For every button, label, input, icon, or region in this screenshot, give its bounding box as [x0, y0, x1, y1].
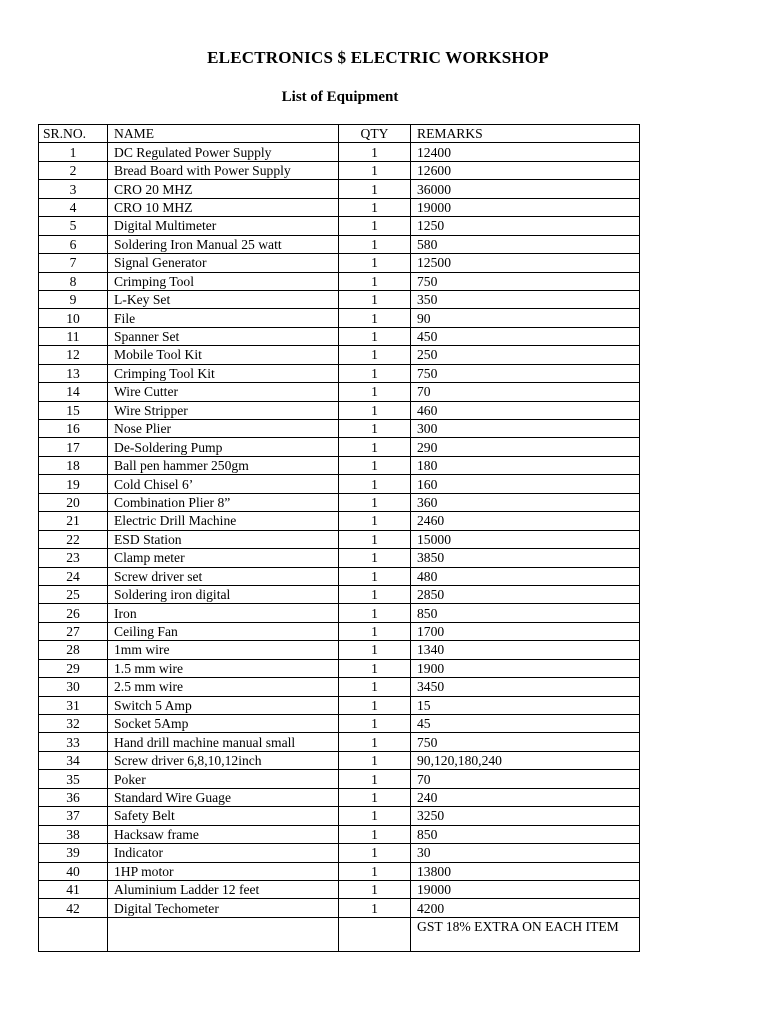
cell-name: Cold Chisel 6’: [108, 475, 339, 493]
cell-qty: 1: [339, 161, 411, 179]
cell-sr-no: 10: [39, 309, 108, 327]
equipment-table: [38, 124, 640, 952]
table-row: [39, 678, 640, 696]
cell-sr-no: 5: [39, 217, 108, 235]
cell-name: Wire Stripper: [108, 401, 339, 419]
cell-remarks: 12400: [411, 143, 640, 161]
table-row: [39, 198, 640, 216]
cell-qty: 1: [339, 493, 411, 511]
cell-name: Crimping Tool Kit: [108, 364, 339, 382]
cell-name: DC Regulated Power Supply: [108, 143, 339, 161]
cell-name: CRO 10 MHZ: [108, 198, 339, 216]
cell-remarks: 300: [411, 420, 640, 438]
table-row: [39, 456, 640, 474]
cell-qty: 1: [339, 327, 411, 345]
table-row: [39, 862, 640, 880]
table-row: [39, 844, 640, 862]
cell-qty: 1: [339, 346, 411, 364]
table-row: [39, 512, 640, 530]
cell-name: De-Soldering Pump: [108, 438, 339, 456]
table-row: [39, 217, 640, 235]
cell-sr-no: 38: [39, 825, 108, 843]
cell-sr-no: 36: [39, 788, 108, 806]
cell-qty: 1: [339, 788, 411, 806]
cell-sr-no: 3: [39, 180, 108, 198]
cell-remarks: 12500: [411, 254, 640, 272]
table-row: [39, 475, 640, 493]
cell-qty: 1: [339, 641, 411, 659]
cell-sr-no: 28: [39, 641, 108, 659]
cell-qty: 1: [339, 235, 411, 253]
cell-name: Ball pen hammer 250gm: [108, 456, 339, 474]
cell-sr-no: 34: [39, 751, 108, 769]
cell-sr-no: 26: [39, 604, 108, 622]
cell-sr-no: 16: [39, 420, 108, 438]
cell-name: Indicator: [108, 844, 339, 862]
cell-remarks: 360: [411, 493, 640, 511]
table-row: [39, 401, 640, 419]
cell-sr-no: 4: [39, 198, 108, 216]
table-row: [39, 751, 640, 769]
table-row: [39, 622, 640, 640]
cell-name: Digital Multimeter: [108, 217, 339, 235]
cell-sr-no: 19: [39, 475, 108, 493]
cell-sr-no: 39: [39, 844, 108, 862]
cell-name: Hacksaw frame: [108, 825, 339, 843]
cell-name: Soldering iron digital: [108, 585, 339, 603]
cell-remarks: 2460: [411, 512, 640, 530]
cell-qty: 1: [339, 567, 411, 585]
cell-name: Aluminium Ladder 12 feet: [108, 880, 339, 898]
table-row: [39, 383, 640, 401]
cell-remarks: 4200: [411, 899, 640, 917]
cell-name: Switch 5 Amp: [108, 696, 339, 714]
cell-sr-no: 1: [39, 143, 108, 161]
cell-remarks: 3850: [411, 549, 640, 567]
cell-name: Standard Wire Guage: [108, 788, 339, 806]
cell-sr-no: 33: [39, 733, 108, 751]
table-row: [39, 715, 640, 733]
gst-note: GST 18% EXTRA ON EACH ITEM: [411, 917, 640, 951]
cell-name: Wire Cutter: [108, 383, 339, 401]
cell-name: Socket 5Amp: [108, 715, 339, 733]
cell-name: Electric Drill Machine: [108, 512, 339, 530]
cell-qty: 1: [339, 383, 411, 401]
cell-name: Spanner Set: [108, 327, 339, 345]
cell-sr-no: 31: [39, 696, 108, 714]
table-row: [39, 807, 640, 825]
cell-sr-no: 13: [39, 364, 108, 382]
table-row: [39, 180, 640, 198]
table-row: [39, 641, 640, 659]
cell-sr-no: 12: [39, 346, 108, 364]
table-row: [39, 530, 640, 548]
footer-empty-cell: [39, 917, 108, 951]
table-row: [39, 438, 640, 456]
cell-sr-no: 40: [39, 862, 108, 880]
cell-qty: 1: [339, 604, 411, 622]
table-row: [39, 880, 640, 898]
cell-name: Nose Plier: [108, 420, 339, 438]
cell-sr-no: 8: [39, 272, 108, 290]
table-row: [39, 899, 640, 917]
cell-remarks: 850: [411, 825, 640, 843]
table-row: [39, 290, 640, 308]
cell-qty: 1: [339, 198, 411, 216]
cell-remarks: 1250: [411, 217, 640, 235]
cell-qty: 1: [339, 254, 411, 272]
footer-row: [39, 917, 640, 951]
cell-qty: 1: [339, 899, 411, 917]
table-row: [39, 585, 640, 603]
cell-name: Clamp meter: [108, 549, 339, 567]
cell-remarks: 290: [411, 438, 640, 456]
cell-remarks: 90,120,180,240: [411, 751, 640, 769]
cell-name: Mobile Tool Kit: [108, 346, 339, 364]
cell-name: Soldering Iron Manual 25 watt: [108, 235, 339, 253]
cell-sr-no: 22: [39, 530, 108, 548]
cell-name: Iron: [108, 604, 339, 622]
cell-qty: 1: [339, 715, 411, 733]
cell-remarks: 90: [411, 309, 640, 327]
cell-remarks: 36000: [411, 180, 640, 198]
table-body: [39, 143, 640, 917]
footer-empty-cell: [339, 917, 411, 951]
cell-remarks: 850: [411, 604, 640, 622]
cell-qty: 1: [339, 862, 411, 880]
header-qty: QTY: [339, 125, 411, 143]
table-row: [39, 309, 640, 327]
cell-qty: 1: [339, 825, 411, 843]
cell-remarks: 1700: [411, 622, 640, 640]
cell-sr-no: 7: [39, 254, 108, 272]
cell-sr-no: 23: [39, 549, 108, 567]
cell-remarks: 3450: [411, 678, 640, 696]
cell-remarks: 45: [411, 715, 640, 733]
table-row: [39, 346, 640, 364]
cell-remarks: 70: [411, 383, 640, 401]
cell-name: 1HP motor: [108, 862, 339, 880]
cell-qty: 1: [339, 751, 411, 769]
cell-qty: 1: [339, 844, 411, 862]
cell-qty: 1: [339, 696, 411, 714]
cell-remarks: 450: [411, 327, 640, 345]
table-row: [39, 493, 640, 511]
table-row: [39, 604, 640, 622]
table-header-row: [39, 125, 640, 143]
cell-qty: 1: [339, 770, 411, 788]
cell-qty: 1: [339, 272, 411, 290]
cell-sr-no: 30: [39, 678, 108, 696]
cell-qty: 1: [339, 364, 411, 382]
cell-name: 2.5 mm wire: [108, 678, 339, 696]
cell-name: Screw driver 6,8,10,12inch: [108, 751, 339, 769]
cell-sr-no: 32: [39, 715, 108, 733]
table-row: [39, 733, 640, 751]
table-row: [39, 161, 640, 179]
cell-sr-no: 15: [39, 401, 108, 419]
cell-remarks: 240: [411, 788, 640, 806]
cell-name: Signal Generator: [108, 254, 339, 272]
cell-sr-no: 11: [39, 327, 108, 345]
cell-remarks: 750: [411, 272, 640, 290]
cell-remarks: 580: [411, 235, 640, 253]
cell-sr-no: 18: [39, 456, 108, 474]
cell-qty: 1: [339, 456, 411, 474]
cell-sr-no: 17: [39, 438, 108, 456]
cell-qty: 1: [339, 401, 411, 419]
cell-name: Poker: [108, 770, 339, 788]
cell-remarks: 70: [411, 770, 640, 788]
cell-remarks: 460: [411, 401, 640, 419]
table-row: [39, 567, 640, 585]
cell-remarks: 1340: [411, 641, 640, 659]
cell-sr-no: 2: [39, 161, 108, 179]
cell-qty: 1: [339, 475, 411, 493]
table-row: [39, 327, 640, 345]
table-row: [39, 770, 640, 788]
cell-qty: 1: [339, 420, 411, 438]
cell-qty: 1: [339, 622, 411, 640]
table-row: [39, 549, 640, 567]
cell-remarks: 19000: [411, 198, 640, 216]
cell-name: Digital Techometer: [108, 899, 339, 917]
cell-qty: 1: [339, 585, 411, 603]
table-row: [39, 659, 640, 677]
cell-sr-no: 6: [39, 235, 108, 253]
cell-sr-no: 25: [39, 585, 108, 603]
table-row: [39, 143, 640, 161]
cell-name: 1.5 mm wire: [108, 659, 339, 677]
cell-qty: 1: [339, 290, 411, 308]
table-row: [39, 235, 640, 253]
cell-qty: 1: [339, 678, 411, 696]
cell-name: 1mm wire: [108, 641, 339, 659]
cell-qty: 1: [339, 807, 411, 825]
cell-qty: 1: [339, 143, 411, 161]
footer-empty-cell: [108, 917, 339, 951]
cell-remarks: 15: [411, 696, 640, 714]
cell-name: Bread Board with Power Supply: [108, 161, 339, 179]
cell-qty: 1: [339, 438, 411, 456]
cell-sr-no: 27: [39, 622, 108, 640]
table-row: [39, 254, 640, 272]
table-row: [39, 788, 640, 806]
header-sr-no: SR.NO.: [39, 125, 108, 143]
cell-sr-no: 29: [39, 659, 108, 677]
cell-sr-no: 14: [39, 383, 108, 401]
cell-qty: 1: [339, 309, 411, 327]
cell-remarks: 19000: [411, 880, 640, 898]
table-row: [39, 696, 640, 714]
cell-remarks: 750: [411, 733, 640, 751]
table-row: [39, 825, 640, 843]
cell-name: ESD Station: [108, 530, 339, 548]
cell-sr-no: 41: [39, 880, 108, 898]
cell-sr-no: 42: [39, 899, 108, 917]
cell-name: File: [108, 309, 339, 327]
cell-remarks: 750: [411, 364, 640, 382]
cell-qty: 1: [339, 512, 411, 530]
cell-name: Crimping Tool: [108, 272, 339, 290]
cell-name: CRO 20 MHZ: [108, 180, 339, 198]
cell-sr-no: 35: [39, 770, 108, 788]
cell-sr-no: 9: [39, 290, 108, 308]
table-row: [39, 420, 640, 438]
cell-remarks: 30: [411, 844, 640, 862]
document-title: ELECTRONICS $ ELECTRIC WORKSHOP: [207, 48, 549, 67]
table-row: [39, 364, 640, 382]
cell-qty: 1: [339, 659, 411, 677]
cell-remarks: 2850: [411, 585, 640, 603]
cell-remarks: 160: [411, 475, 640, 493]
cell-sr-no: 21: [39, 512, 108, 530]
cell-qty: 1: [339, 733, 411, 751]
table-row: [39, 272, 640, 290]
cell-qty: 1: [339, 549, 411, 567]
cell-name: Screw driver set: [108, 567, 339, 585]
document-subtitle: List of Equipment: [281, 89, 399, 105]
cell-remarks: 1900: [411, 659, 640, 677]
cell-sr-no: 20: [39, 493, 108, 511]
header-name: NAME: [108, 125, 339, 143]
cell-qty: 1: [339, 180, 411, 198]
cell-remarks: 350: [411, 290, 640, 308]
cell-qty: 1: [339, 880, 411, 898]
cell-remarks: 15000: [411, 530, 640, 548]
cell-qty: 1: [339, 530, 411, 548]
cell-name: Safety Belt: [108, 807, 339, 825]
cell-sr-no: 37: [39, 807, 108, 825]
cell-name: Hand drill machine manual small: [108, 733, 339, 751]
cell-qty: 1: [339, 217, 411, 235]
cell-sr-no: 24: [39, 567, 108, 585]
cell-remarks: 180: [411, 456, 640, 474]
header-remarks: REMARKS: [411, 125, 640, 143]
cell-name: Combination Plier 8”: [108, 493, 339, 511]
cell-remarks: 13800: [411, 862, 640, 880]
cell-name: L-Key Set: [108, 290, 339, 308]
cell-remarks: 480: [411, 567, 640, 585]
cell-remarks: 250: [411, 346, 640, 364]
cell-remarks: 3250: [411, 807, 640, 825]
cell-name: Ceiling Fan: [108, 622, 339, 640]
cell-remarks: 12600: [411, 161, 640, 179]
